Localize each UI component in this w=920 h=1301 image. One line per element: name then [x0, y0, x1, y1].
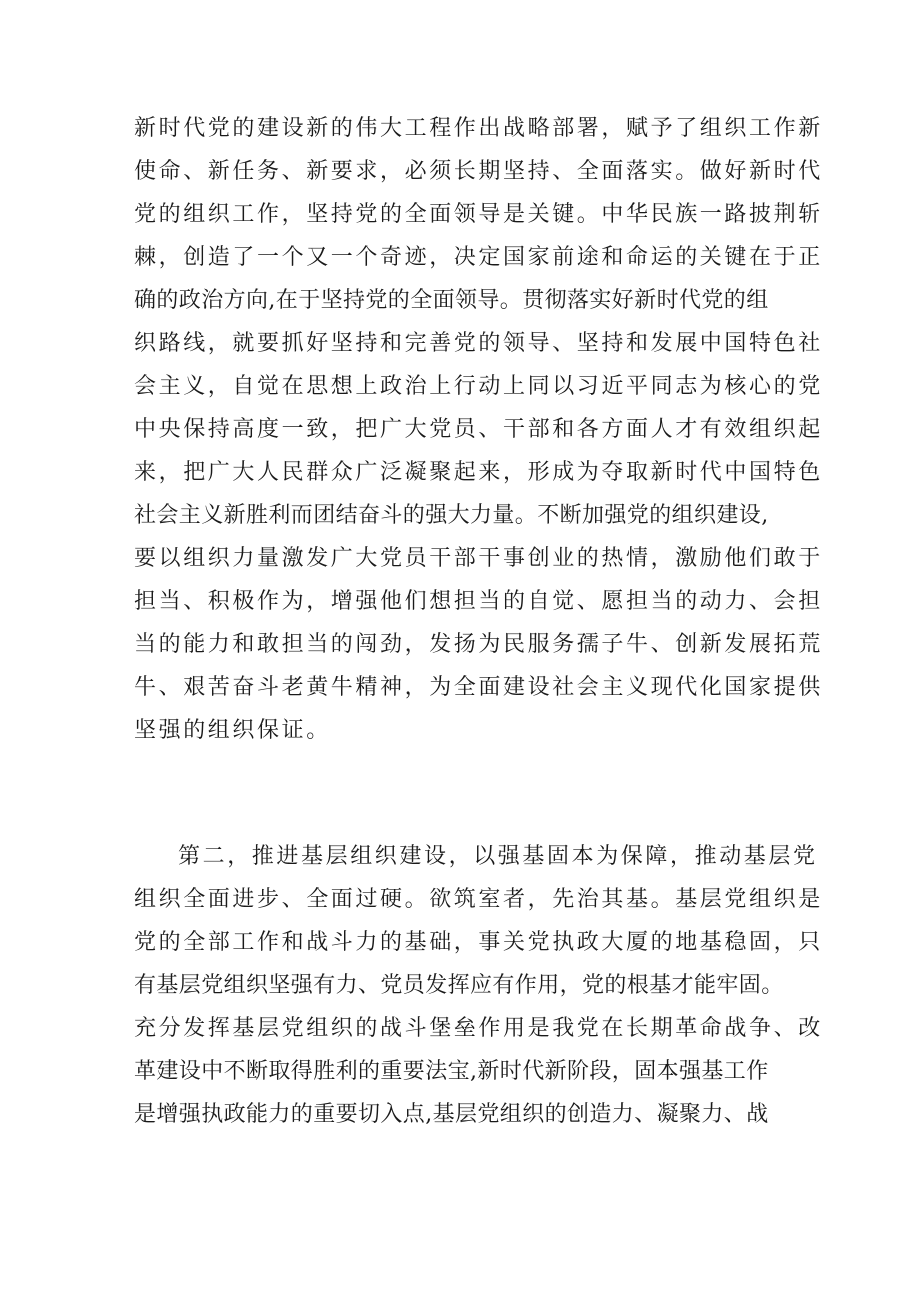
text-line: 中央保持高度一致，把广大党员、干部和各方面人才有效组织起 — [134, 417, 823, 442]
text-line: 棘，创造了一个又一个奇迹，决定国家前途和命运的关键在于正 — [134, 245, 823, 270]
text-line: 牛、艰苦奋斗老黄牛精神，为全面建设社会主义现代化国家提供 — [134, 675, 823, 700]
text-line: 会主义，自觉在思想上政治上行动上同以习近平同志为核心的党 — [134, 374, 823, 399]
text-line: 党的全部工作和战斗力的基础，事关党执政大厦的地基稳固，只 — [134, 930, 823, 955]
text-line: 党的组织工作，坚持党的全面领导是关键。中华民族一路披荆斩 — [134, 202, 823, 227]
text-line: 织路线，就要抓好坚持和完善党的领导、坚持和发展中国特色社 — [134, 331, 823, 356]
paragraph-1 — [134, 107, 823, 752]
text-line: 第二，推进基层组织建设，以强基固本为保障，推动基层党 — [178, 844, 818, 869]
text-line: 确的政治方向,在于坚持党的全面领导。贯彻落实好新时代党的组 — [134, 288, 769, 313]
text-line: 当的能力和敢担当的闯劲，发扬为民服务孺子牛、创新发展拓荒 — [134, 632, 823, 657]
text-line: 有基层党组织坚强有力、党员发挥应有作用，党的根基才能牢固。 — [134, 973, 784, 998]
text-line: 新时代党的建设新的伟大工程作出战略部署，赋予了组织工作新 — [134, 116, 823, 141]
text-line: 是增强执政能力的重要切入点,基层党组织的创造力、凝聚力、战 — [134, 1102, 769, 1127]
text-line: 充分发挥基层党组织的战斗堡垒作用是我党在长期革命战争、改 — [134, 1016, 823, 1041]
text-line: 社会主义新胜利而团结奋斗的强大力量。不断加强党的组织建设, — [134, 503, 769, 528]
text-line: 使命、新任务、新要求，必须长期坚持、全面落实。做好新时代 — [134, 159, 823, 184]
text-line: 来，把广大人民群众广泛凝聚起来，形成为夺取新时代中国特色 — [134, 460, 823, 485]
text-line: 坚强的组织保证。 — [134, 718, 331, 743]
text-line: 组织全面进步、全面过硬。欲筑室者，先治其基。基层党组织是 — [134, 887, 823, 912]
text-line: 担当、积极作为，增强他们想担当的自觉、愿担当的动力、会担 — [134, 589, 823, 614]
text-line: 革建设中不断取得胜利的重要法宝,新时代新阶段，固本强基工作 — [134, 1059, 769, 1084]
text-line: 要以组织力量激发广大党员干部干事创业的热情，激励他们敢于 — [134, 546, 823, 571]
paragraph-2 — [134, 835, 823, 1136]
